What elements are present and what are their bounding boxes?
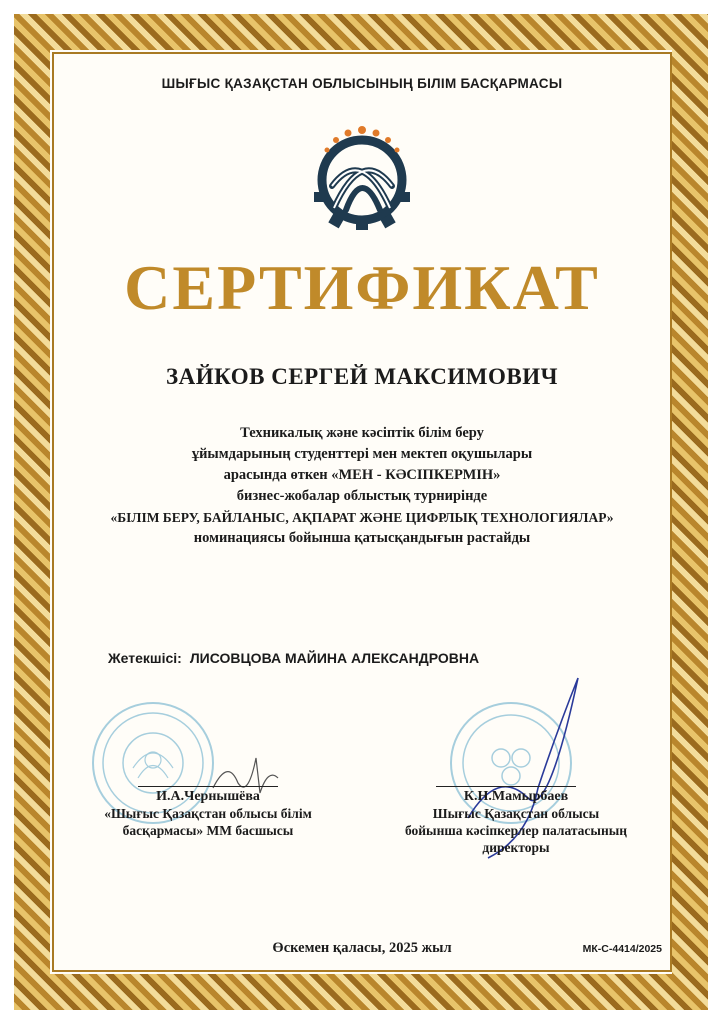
body-line: арасында өткен «МЕН - КӘСІПКЕРМІН» xyxy=(223,467,501,483)
signatory-right-role: Шығыс Қазақстан облысы xyxy=(432,806,600,821)
certificate-content xyxy=(58,58,666,966)
signatory-right-name: К.Н.Мамырбаев xyxy=(463,789,569,804)
body-line: номинациясы бойынша қатысқандығын растайды xyxy=(193,530,531,546)
signatory-right xyxy=(366,788,666,856)
certificate-body xyxy=(58,423,666,549)
body-line: бизнес-жобалар облыстық турнирінде xyxy=(236,488,488,504)
signatory-right-role: бойынша кәсіпкерлер палатасының xyxy=(404,823,628,838)
supervisor-name: ЛИСОВЦОВА МАЙИНА АЛЕКСАНДРОВНА xyxy=(189,650,480,666)
supervisor-line xyxy=(108,650,487,666)
certificate-code: МК-С-4414/2025 xyxy=(582,943,662,955)
signatory-left-role: «Шығыс Қазақстан облысы білім xyxy=(104,806,312,821)
certificate-title: СЕРТИФИКАТ xyxy=(124,252,600,323)
body-line: «БІЛІМ БЕРУ, БАЙЛАНЫС, АҚПАРАТ ЖӘНЕ ЦИФРЛЫҚ ТЕХНОЛОГИЯЛАР» xyxy=(110,510,614,525)
signatory-right-role: директоры xyxy=(482,840,550,855)
signatory-left xyxy=(58,788,358,839)
emblem-icon xyxy=(302,116,422,236)
issuer-heading: ШЫҒЫС ҚАЗАҚСТАН ОБЛЫСЫНЫҢ БІЛІМ БАСҚАРМАСЫ xyxy=(161,76,563,91)
body-line: ұйымдарының студенттері мен мектеп оқушылары xyxy=(191,446,533,462)
body-line: Техникалық және кәсіптік білім беру xyxy=(240,425,484,441)
signatory-left-role: басқармасы» ММ басшысы xyxy=(122,823,294,838)
supervisor-label: Жетекшісі: xyxy=(108,650,182,666)
signature-line-right xyxy=(436,786,576,787)
recipient-name: ЗАЙКОВ СЕРГЕЙ МАКСИМОВИЧ xyxy=(166,364,558,389)
place-and-year: Өскемен қаласы, 2025 жыл xyxy=(272,940,452,956)
signature-line-left xyxy=(138,786,278,787)
signatory-left-name: И.А.Чернышёва xyxy=(156,789,260,804)
